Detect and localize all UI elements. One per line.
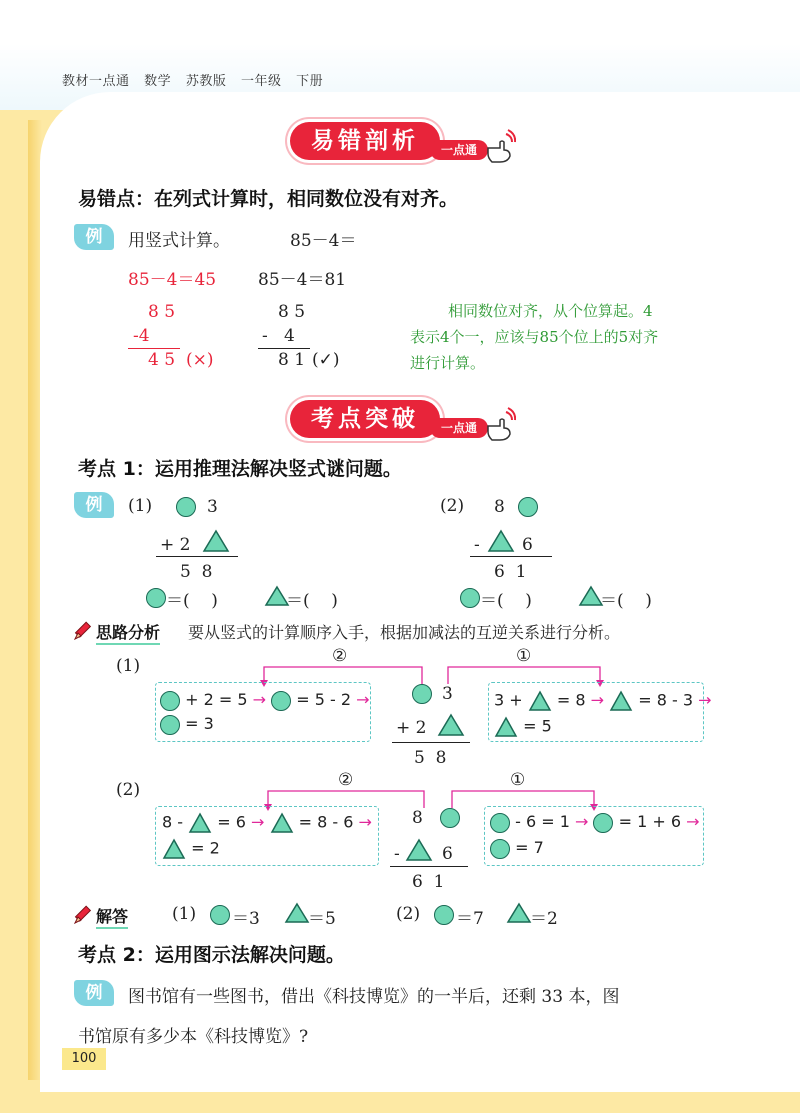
p1-right-text-c: = 8 - 3: [638, 690, 694, 710]
triangle-shape-icon: [494, 716, 518, 738]
answer-1-number: (1): [172, 904, 197, 924]
wrong-v-middle: -4: [133, 326, 150, 346]
circle-shape-icon: [490, 813, 510, 833]
analysis-label: 思路分析: [96, 620, 160, 645]
circle-shape-icon: [518, 497, 538, 517]
banner-title: 考点突破: [290, 400, 440, 438]
circle-shape-icon: [160, 691, 180, 711]
p2-step-2: ②: [338, 770, 354, 790]
ex1-expression: 85－4＝: [290, 231, 357, 251]
triangle-shape-icon: [405, 838, 433, 862]
p1-left-text-b: = 5 - 2: [296, 690, 352, 709]
answer-label: 解答: [96, 904, 128, 929]
banner-tag: 一点通: [430, 140, 488, 160]
right-v-middle: - 4: [262, 326, 295, 346]
q2-minus: -: [474, 535, 480, 555]
triangle-shape-icon: [202, 529, 230, 553]
p1-left-line1: [160, 690, 370, 711]
p1-mid-addend: + 2: [396, 718, 427, 738]
p1-right-line1: [494, 690, 712, 712]
blank-triangle-1: ＝( ): [286, 591, 338, 611]
blank-circle-1: ＝( ): [166, 591, 218, 611]
running-header: [62, 70, 333, 89]
p2-mid-minus: -: [394, 844, 400, 864]
answer-1-triangle: ＝5: [308, 909, 336, 929]
circle-shape-icon: [490, 839, 510, 859]
circle-shape-icon: [271, 691, 291, 711]
arrow-right-icon: →: [251, 812, 265, 832]
header-volume: 下册: [296, 74, 324, 89]
q2-number: (2): [440, 496, 465, 516]
p2-left-line2: [162, 838, 220, 860]
header-grade: 一年级: [240, 74, 282, 89]
circle-shape-icon: [146, 588, 166, 608]
p1-mid-top: 3: [442, 684, 453, 704]
header-book: 教材一点通: [62, 74, 130, 89]
arrow-right-icon: →: [698, 690, 712, 710]
page-number: 100: [62, 1048, 106, 1070]
pencil-icon: [74, 620, 94, 640]
p1-left-text-c: = 3: [185, 714, 214, 733]
circle-shape-icon: [210, 905, 230, 925]
note-line-3: 进行计算。: [410, 354, 486, 372]
banner-error-analysis: [290, 118, 530, 168]
key-point-1-heading: 考点 1：运用推理法解决竖式谜问题。: [78, 458, 402, 480]
q2-six: 6: [522, 535, 533, 555]
banner-tag: 一点通: [430, 418, 488, 438]
p2-left-text-d: = 2: [191, 838, 220, 858]
triangle-shape-icon: [506, 902, 532, 924]
p2-step-1: ①: [510, 770, 526, 790]
p2-right-line2: [490, 838, 544, 859]
banner-key-points: [290, 396, 530, 446]
analysis-p2-number: (2): [116, 780, 141, 800]
answer-2-number: (2): [396, 904, 421, 924]
blank-triangle-2: ＝( ): [600, 591, 652, 611]
pointing-hand-icon: [482, 406, 516, 442]
circle-shape-icon: [160, 715, 180, 735]
q2-top-digit: 8: [494, 497, 505, 517]
example-badge: 例: [74, 224, 114, 250]
p2-right-text-c: = 7: [515, 838, 544, 857]
p1-right-text-d: = 5: [523, 716, 552, 736]
header-edition: 苏教版: [185, 74, 227, 89]
triangle-shape-icon: [270, 812, 294, 834]
banner-title: 易错剖析: [290, 122, 440, 160]
example-badge: 例: [74, 492, 114, 518]
p2-left-text-c: = 8 - 6: [298, 812, 354, 832]
p1-step-1: ①: [516, 646, 532, 666]
p1-mid-line: [392, 742, 470, 743]
p2-right-text-b: = 1 + 6: [618, 812, 682, 831]
ex3-line-2: 书馆原有多少本《科技博览》?: [78, 1027, 309, 1047]
blank-circle-2: ＝( ): [480, 591, 532, 611]
p1-step-2: ②: [332, 646, 348, 666]
circle-shape-icon: [412, 684, 432, 704]
note-line-1: 相同数位对齐，从个位算起。4: [448, 302, 653, 320]
q1-addend: + 2: [160, 535, 191, 555]
right-v-line: [258, 348, 310, 349]
right-v-result: 8 1: [278, 350, 306, 370]
analysis-p1-number: (1): [116, 656, 141, 676]
ex1-prompt: 用竖式计算。: [128, 231, 230, 251]
triangle-shape-icon: [609, 690, 633, 712]
circle-shape-icon: [434, 905, 454, 925]
circle-shape-icon: [460, 588, 480, 608]
pointing-hand-icon: [482, 128, 516, 164]
q1-line: [156, 556, 238, 557]
arrow-right-icon: →: [358, 812, 372, 832]
arrow-right-icon: →: [590, 690, 605, 710]
analysis-text: 要从竖式的计算顺序入手，根据加减法的互逆关系进行分析。: [188, 623, 621, 642]
right-mark: (✓): [312, 350, 340, 370]
p1-right-line2: [494, 716, 552, 738]
p2-mid-line: [390, 866, 468, 867]
p2-right-text-a: - 6 = 1: [515, 812, 570, 831]
wrong-v-line: [128, 348, 180, 349]
p1-right-text-b: = 8: [556, 690, 586, 710]
wrong-equation: 85－4＝45: [128, 270, 217, 290]
q2-line: [470, 556, 552, 557]
arrow-right-icon: →: [686, 812, 700, 831]
p2-left-line1: [162, 812, 372, 834]
p2-left-text-a: 8 -: [162, 812, 184, 832]
right-v-top: 8 5: [278, 302, 306, 322]
triangle-shape-icon: [487, 529, 515, 553]
right-equation: 85－4＝81: [258, 270, 347, 290]
triangle-shape-icon: [284, 902, 310, 924]
p2-mid-result: 6 1: [412, 872, 445, 892]
circle-shape-icon: [176, 497, 196, 517]
answer-1-circle: ＝3: [232, 909, 260, 929]
answer-2-circle: ＝7: [456, 909, 484, 929]
note-line-2: 表示4个一，应该与85个位上的5对齐: [410, 328, 659, 346]
circle-shape-icon: [593, 813, 613, 833]
p2-mid-six: 6: [442, 844, 453, 864]
p1-mid-result: 5 8: [414, 748, 447, 768]
triangle-shape-icon: [162, 838, 186, 860]
arrow-right-icon: →: [574, 812, 589, 831]
wrong-v-top: 8 5: [148, 302, 176, 322]
wrong-v-result: 4 5: [148, 350, 176, 370]
triangle-shape-icon: [437, 713, 465, 737]
header-subject: 数学: [144, 74, 172, 89]
ex3-line-1: 图书馆有一些图书，借出《科技博览》的一半后，还剩 33 本，图: [128, 987, 620, 1007]
q1-number: (1): [128, 496, 153, 516]
wrong-mark: (×): [186, 350, 214, 370]
arrow-right-icon: →: [356, 690, 370, 709]
q1-result: 5 8: [180, 562, 213, 582]
q1-top-digit: 3: [207, 497, 218, 517]
arrow-right-icon: →: [252, 690, 267, 709]
answer-2-triangle: ＝2: [530, 909, 558, 929]
error-point-heading: 易错点：在列式计算时，相同数位没有对齐。: [78, 188, 459, 210]
circle-shape-icon: [440, 808, 460, 828]
p2-mid-top: 8: [412, 808, 423, 828]
triangle-shape-icon: [528, 690, 552, 712]
q2-result: 6 1: [494, 562, 527, 582]
pencil-icon: [74, 904, 94, 924]
p2-right-line1: [490, 812, 700, 833]
example-badge: 例: [74, 980, 114, 1006]
key-point-2-heading: 考点 2：运用图示法解决问题。: [78, 944, 345, 966]
p2-left-text-b: = 6: [217, 812, 246, 832]
triangle-shape-icon: [188, 812, 212, 834]
p1-left-text-a: + 2 = 5: [185, 690, 248, 709]
p1-right-text-a: 3 +: [494, 690, 523, 710]
p1-left-line2: [160, 714, 214, 735]
